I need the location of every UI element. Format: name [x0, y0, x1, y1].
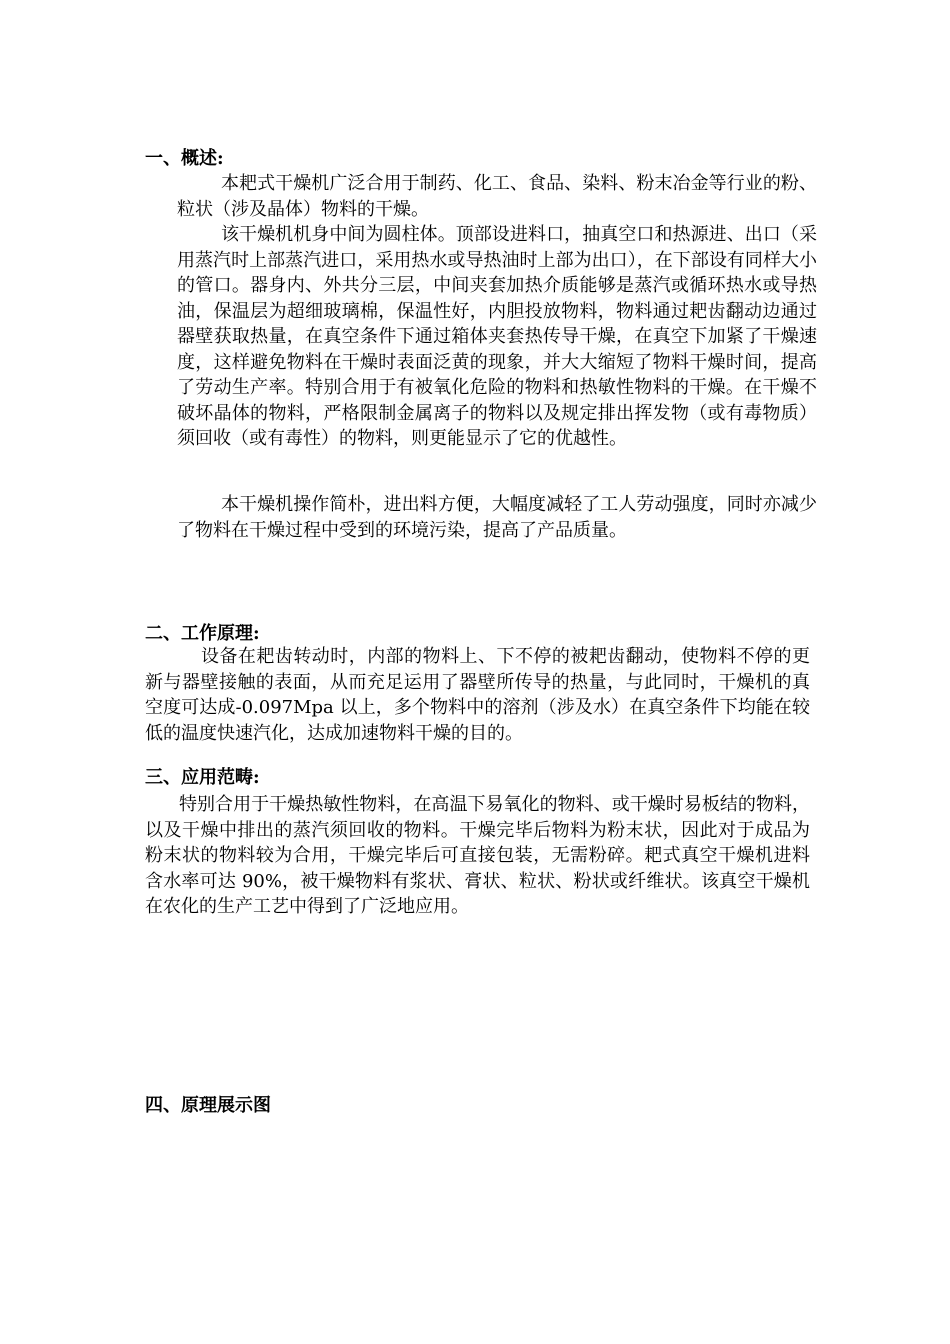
overview-paragraph-2: 该干燥机机身中间为圆柱体。顶部设进料口，抽真空口和热源进、出口（采用蒸汽时上部蒸汽进口，采用热水或导热油时上部为出口），在下部设有同样大小的管口。器身内、外共分三层，中间夹套加热介质能够是蒸汽或循环热水或导热油，保温层为超细玻璃棉，保温性好，内胆投放物料，物料通过耙齿翻动边通过器壁获取热量，在真空条件下通过箱体夹套热传导干燥，在真空下加紧了干燥速度，这样避免物料在干燥时表面泛黄的现象，并大大缩短了物料干燥时间，提高了劳动生产率。特别合用于有被氧化危险的物料和热敏性物料的干燥。在干燥不破坏晶体的物料，严格限制金属离子的物料以及规定排出挥发物（或有毒物质）须回收（或有毒性）的物料，则更能显示了它的优越性。: [177, 224, 817, 449]
section-heading-working-principle: 二、工作原理:: [145, 623, 260, 644]
working-principle-paragraph: 设备在耙齿转动时，内部的物料上、下不停的被耙齿翻动，使物料不停的更新与器壁接触的表面，从而充足运用了器壁所传导的热量，与此同时，干燥机的真空度可达成-0.097Mpa 以上，多个物料中的溶剂（涉及水）在真空条件下均能在较低的温度快速汽化，达成加速物料干燥的目的。: [145, 646, 810, 744]
overview-paragraph-1: 本耙式干燥机广泛合用于制药、化工、食品、染料、粉末冶金等行业的粉、粒状（涉及晶体）物料的干燥。: [177, 173, 817, 220]
section-heading-overview: 一、概述:: [145, 148, 224, 169]
section-heading-principle-diagram: 四、原理展示图: [145, 1095, 271, 1116]
section-heading-application-scope: 三、应用范畴:: [145, 767, 260, 788]
overview-paragraph-3: 本干燥机操作简朴，进出料方便，大幅度减轻了工人劳动强度，同时亦减少了物料在干燥过程中受到的环境污染，提高了产品质量。: [177, 494, 817, 541]
application-scope-paragraph: 特别合用于干燥热敏性物料，在高温下易氧化的物料、或干燥时易板结的物料，以及干燥中排出的蒸汽须回收的物料。干燥完毕后物料为粉末状，因此对于成品为粉末状的物料较为合用，干燥完毕后可直接包装，无需粉碎。耙式真空干燥机进料含水率可达 90%，被干燥物料有浆状、膏状、粒状、粉状或纤维状。该真空干燥机在农化的生产工艺中得到了广泛地应用。: [145, 794, 810, 917]
